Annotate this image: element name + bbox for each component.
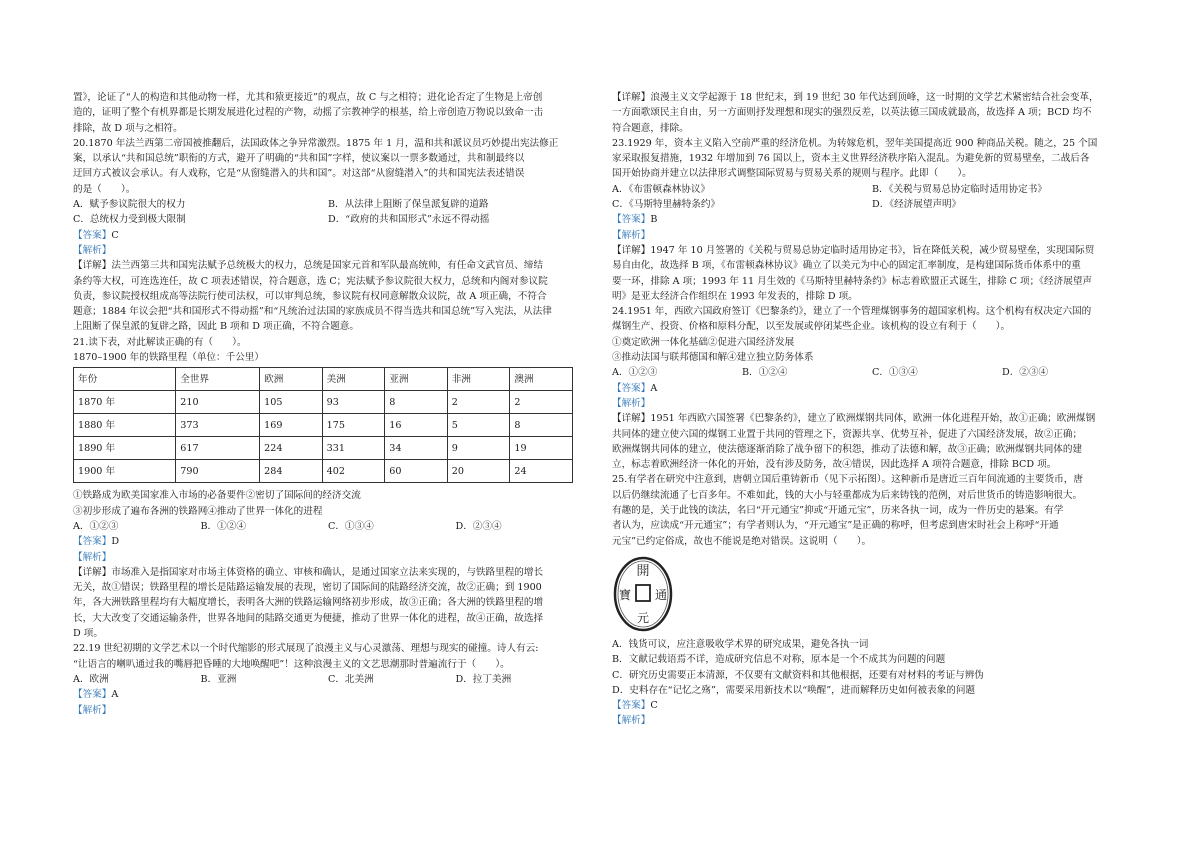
table-header-row	[74, 368, 573, 391]
detail-line	[73, 565, 583, 580]
question-23	[612, 136, 1132, 304]
answer-line	[73, 534, 583, 549]
table-header: 非洲	[447, 368, 510, 391]
answer-tag: 【答案】	[612, 700, 651, 712]
detail-text: 负责，参议院授权组成高等法院行使司法权，可以审判总统，参议院有权同意解散众议院，故 A 项正确，不符合	[73, 290, 547, 302]
detail-text: 一方面歌颂民主自由，另一方面则抒发理想和现实的强烈反差，以英法德三国成就最高，故选择 A 项；BCD 均不	[612, 107, 1092, 119]
detail-text: D 项。	[73, 628, 103, 640]
option-b: B．①②④	[200, 520, 246, 532]
question-20	[73, 136, 583, 335]
answer-value: A	[111, 689, 119, 701]
question-stem: 煤钢生产、投资、价格和原料分配，以至发展或停闭某些企业。该机构的设立有利于（ ）。	[612, 321, 1011, 333]
detail-text: 法兰西第三共和国宪法赋予总统极大的权力，总统是国家元首和军队最高统帅，有任命文武官员、缔结	[111, 260, 544, 272]
table-cell: 60	[385, 460, 448, 483]
option-b: B．文献记载语焉不详，造成研究信息不对称，原本是一个不成其为问题的问题	[612, 654, 946, 666]
detail-text: 年，各大洲铁路里程均有大幅度增长，表明各大洲的铁路运输网络初步形成，故③正确；各大洲的铁路里程的增	[73, 597, 544, 609]
coin-char-bottom: 元	[636, 610, 650, 625]
options-row	[612, 197, 1132, 212]
question-stem: 22.19 世纪初期的文学艺术以一个时代缩影的形式展现了浪漫主义与心灵激荡、理想与现实的碰撞。诗人有云:	[73, 643, 539, 655]
detail-text: 1951 年西欧六国签署《巴黎条约》，建立了欧洲煤钢共同体，欧洲一体化进程开始，故①正确；欧洲煤钢	[650, 413, 1096, 425]
table-cell: 175	[322, 414, 385, 437]
railway-table	[73, 367, 573, 483]
table-cell: 19	[510, 437, 573, 460]
intro-line: 置》，论证了“人的构造和其他动物一样，尤其和猿更接近”的观点，故 C 与之相符；进化论否定了生物是上帝创	[73, 92, 543, 103]
table-cell: 284	[260, 460, 323, 483]
detail-text: 题意；1884 年议会把“共和国形式不得动摇”和“凡统治过法国的家族成员不得当选共和国总统”写入宪法，从法律	[73, 306, 552, 318]
table-row	[74, 391, 573, 414]
question-stem: 23.1929 年，资本主义陷入空前严重的经济危机。为转嫁危机，翌年美国提高近 900 种商品关税。随之，25 个国	[612, 137, 1098, 149]
table-header: 年份	[74, 368, 176, 391]
analysis-tag: 【解析】	[612, 229, 651, 241]
answer-line	[73, 687, 583, 702]
intro-line: 排除，故 D 项与之相符。	[73, 122, 183, 134]
detail-text: 易自由化，故选择 B 项，《布雷顿森林协议》确立了以美元为中心的固定汇率制度，是构建国际货币体系中的重	[612, 260, 1081, 272]
options-row	[612, 182, 1132, 197]
option-c: C．①③④	[872, 367, 918, 379]
question-stem: 24.1951 年，西欧六国政府签订《巴黎条约》，建立了一个管理煤钢事务的超国家机构。这个机构有权决定六国的	[612, 306, 1092, 318]
question-21	[73, 335, 583, 642]
question-stem: 案，以承认“共和国总统”职衔的方式，避开了明确的“共和国”字样，使议案以一票多数通过，共和制最终以	[73, 153, 525, 165]
table-cell: 373	[176, 414, 260, 437]
statement-line: ③推动法国与联邦德国和解④建立独立防务体系	[612, 352, 814, 364]
option-c: C．研究历史需要正本清源，不仅要有文献资料和其他根据，还要有对材料的考证与辨伪	[612, 669, 984, 681]
table-cell: 8	[385, 391, 448, 414]
table-row	[74, 437, 573, 460]
table-row	[74, 460, 573, 483]
analysis-tag: 【解析】	[73, 244, 112, 256]
detail-line	[612, 90, 1132, 105]
answer-tag: 【答案】	[73, 229, 112, 241]
detail-tag: 【详解】	[73, 566, 112, 578]
question-stem: 迂回方式被议会承认。有人戏称，它是“从窗缝潜入的共和国”。对这部“从窗缝潜入”的共和国宪法表述错误	[73, 168, 525, 180]
question-stem: 25.有学者在研究中注意到，唐朝立国后重铸新币（见下示拓图）。这种新币是唐近三百年间流通的主要货币，唐	[612, 474, 1083, 486]
answer-tag: 【答案】	[612, 382, 651, 394]
analysis-tag: 【解析】	[73, 551, 112, 563]
answer-line	[73, 228, 583, 243]
options-row	[73, 519, 583, 534]
option-d: D．《经济展望声明》	[872, 199, 962, 211]
detail-text: 条约等大权，可连选连任，故 C 项表述错误，符合题意，选 C；宪法赋予参议院很大权力，总统和内阁对参议院	[73, 275, 548, 287]
option-c: C．总统权力受到极大限制	[73, 214, 186, 226]
table-cell: 93	[322, 391, 385, 414]
statement-line: ①铁路成为欧美国家准入市场的必备要件②密切了国际间的经济交流	[73, 490, 361, 502]
option-d: D．②③④	[455, 520, 502, 532]
option-b: B．①②④	[742, 367, 788, 379]
table-header: 全世界	[176, 368, 260, 391]
option-d: D．史料存在“记忆之殇”，需要采用新技术以“唤醒”，进而解释历史如何被表象的问题	[612, 684, 976, 696]
option-b: B．从法律上阻断了保皇派复辟的道路	[328, 199, 489, 211]
table-cell: 2	[510, 391, 573, 414]
option-a: A．①②③	[73, 520, 119, 532]
question-stem: 家采取报复措施，1932 年增加到 76 国以上，资本主义世界经济秩序陷入混乱。为避免新的贸易壁垒，二战后各	[612, 153, 1090, 165]
detail-line	[612, 411, 1132, 426]
table-cell: 331	[322, 437, 385, 460]
detail-text: 共同体的建立使六国的煤钢工业置于共同的管理之下，资源共享、优势互补，促进了六国经济发展，故②正确；	[612, 428, 1083, 440]
table-header: 美洲	[322, 368, 385, 391]
answer-value: B	[650, 214, 658, 226]
option-d: D．拉丁美洲	[455, 673, 512, 685]
table-cell: 24	[510, 460, 573, 483]
answer-value: D	[111, 536, 120, 548]
detail-text: 无关，故①错误；铁路里程的增长是陆路运输发展的表现，密切了国际间的陆路经济交流，故②正确；到 1900	[73, 582, 542, 594]
options-row	[73, 197, 583, 212]
question-stem: 20.1870 年法兰西第二帝国被推翻后，法国政体之争异常激烈。1875 年 1 月，温和共和派议员巧妙提出宪法修正	[73, 137, 559, 149]
right-column	[612, 90, 1132, 729]
table-cell: 169	[260, 414, 323, 437]
table-cell: 1890 年	[74, 437, 176, 460]
option-b: B．亚洲	[200, 673, 237, 685]
option-c: C．北美洲	[328, 673, 374, 685]
detail-text: 市场准入是指国家对市场主体资格的确立、审核和确认，是通过国家立法来实现的，与铁路里程的增长	[111, 566, 544, 578]
answer-line	[612, 381, 1132, 396]
table-cell: 1900 年	[74, 460, 176, 483]
table-cell: 402	[322, 460, 385, 483]
intro-line: 造的，证明了整个有机界都是长期发展进化过程的产物，动摇了宗教神学的根基，给上帝创造万物说以致命一击	[73, 107, 544, 119]
detail-text: 上阻断了保皇派的复辟之路，因此 B 项和 D 项正确，不符合题意。	[73, 321, 359, 333]
table-cell: 790	[176, 460, 260, 483]
detail-text: 长，大大改变了交通运输条件，世界各地间的陆路交通更为便捷，推动了世界一体化的进程，故④正确，故选择	[73, 612, 544, 624]
detail-text: 明》是亚太经济合作组织在 1993 年发表的，排除 D 项。	[612, 290, 858, 302]
table-cell: 9	[447, 437, 510, 460]
table-header: 亚洲	[385, 368, 448, 391]
answer-value: C	[111, 229, 119, 241]
question-stem: 者认为，应读成“开元通宝”；有学者则认为，“开元通宝”是正确的称呼，但考虑到唐宋时社会上称呼“开通	[612, 520, 1059, 532]
question-25	[612, 472, 1132, 728]
table-cell: 1880 年	[74, 414, 176, 437]
table-caption: 1870–1900 年的铁路里程（单位：千公里）	[73, 352, 264, 364]
question-stem: 国开始协商并建立以法律形式调整国际贸易与贸易关系的规则与程序。此即（ ）。	[612, 168, 972, 180]
detail-tag: 【详解】	[612, 244, 651, 256]
table-header: 澳洲	[510, 368, 573, 391]
question-stem: “让语言的喇叭通过我的嘴唇把昏睡的大地唤醒吧”！这种浪漫主义的文艺思潮那时普遍流行于（ ）。	[73, 658, 510, 670]
detail-text: 浪漫主义文学起源于 18 世纪末，到 19 世纪 30 年代达到顶峰，这一时期的文学艺术紧密结合社会变革，	[650, 92, 1099, 103]
table-cell: 20	[447, 460, 510, 483]
option-d: D．②③④	[1002, 367, 1049, 379]
statement-line: ①奠定欧洲一体化基础②促进六国经济发展	[612, 336, 795, 348]
coin-char-left: 寶	[618, 587, 632, 602]
question-stem: 以后仍继续流通了七百多年。不难如此，钱的大小与轻重都成为后来铸钱的范例，对后世货币的铸造影响很大。	[612, 489, 1083, 501]
answer-value: A	[650, 382, 658, 394]
detail-line	[612, 243, 1132, 258]
option-a: A．钱货可议，应注意吸收学术界的研究成果，避免各执一词	[612, 638, 869, 650]
left-column	[73, 90, 583, 718]
option-b: B．《关税与贸易总协定临时适用协定书》	[872, 183, 1047, 195]
analysis-tag: 【解析】	[73, 704, 112, 716]
detail-text: 立，标志着欧洲经济一体化的开始，没有涉及防务，故④错误，因此选择 A 项符合题意，排除 BCD 项。	[612, 459, 1057, 471]
question-22	[73, 641, 583, 717]
answer-line	[612, 212, 1132, 227]
table-cell: 210	[176, 391, 260, 414]
answer-line	[612, 698, 1132, 713]
answer-tag: 【答案】	[73, 536, 112, 548]
question-stem: 的是（ ）。	[73, 183, 136, 195]
question-24	[612, 304, 1132, 472]
answer-tag: 【答案】	[73, 689, 112, 701]
table-cell: 8	[510, 414, 573, 437]
analysis-tag: 【解析】	[612, 715, 651, 727]
table-row	[74, 414, 573, 437]
option-c: C．①③④	[328, 520, 374, 532]
coin-char-top: 開	[636, 563, 650, 579]
option-a: A．①②③	[612, 367, 658, 379]
table-cell: 105	[260, 391, 323, 414]
table-cell: 224	[260, 437, 323, 460]
detail-tag: 【详解】	[612, 92, 651, 103]
detail-line	[73, 258, 583, 273]
table-cell: 16	[385, 414, 448, 437]
analysis-tag: 【解析】	[612, 397, 651, 409]
detail-text: 1947 年 10 月签署的《关税与贸易总协定临时适用协定书》，旨在降低关税，减少贸易壁垒，实现国际贸	[650, 244, 1095, 256]
question-stem: 21.读下表，对此解读正确的有（ ）。	[73, 336, 247, 348]
option-a: A．赋予参议院很大的权力	[73, 199, 186, 211]
coin-rubbing-image	[612, 555, 674, 633]
table-cell: 1870 年	[74, 391, 176, 414]
detail-text: 符合题意，排除。	[612, 122, 689, 134]
option-a: A．《布雷顿森林协议》	[612, 183, 711, 195]
table-header: 欧洲	[260, 368, 323, 391]
detail-text: 要一环，排除 A 项；1993 年 11 月生效的《马斯特里赫特条约》标志着欧盟正式诞生，排除 C 项；《经济展望声	[612, 275, 1092, 287]
detail-tag: 【详解】	[612, 413, 651, 425]
option-c: C．《马斯特里赫特条约》	[612, 199, 721, 211]
table-cell: 34	[385, 437, 448, 460]
options-row	[73, 212, 583, 227]
answer-tag: 【答案】	[612, 214, 651, 226]
options-row	[73, 672, 583, 687]
option-a: A．欧洲	[73, 673, 109, 685]
answer-value: C	[650, 700, 658, 712]
statement-line: ③初步形成了遍布各洲的铁路网④推动了世界一体化的进程	[73, 505, 323, 517]
table-cell: 2	[447, 391, 510, 414]
question-stem: 有趣的是，关于此钱的读法，名曰“开元通宝”抑或“开通元宝”，历来各执一词，成为一件历史的悬案。有学	[612, 505, 1064, 517]
table-cell: 5	[447, 414, 510, 437]
detail-text: 欧洲煤钢共同体的建立，使法德逐渐消除了战争留下的积怨，推动了法德和解，故③正确；欧洲煤钢共同体的建	[612, 443, 1083, 455]
table-cell: 617	[176, 437, 260, 460]
option-d: D．“政府的共和国形式”永远不得动摇	[328, 214, 490, 226]
coin-char-right: 通	[654, 587, 668, 602]
question-stem: 元宝”已约定俗成，故也不能说是绝对错误。这说明（ ）。	[612, 535, 872, 547]
options-row	[612, 365, 1132, 380]
detail-tag: 【详解】	[73, 260, 112, 272]
